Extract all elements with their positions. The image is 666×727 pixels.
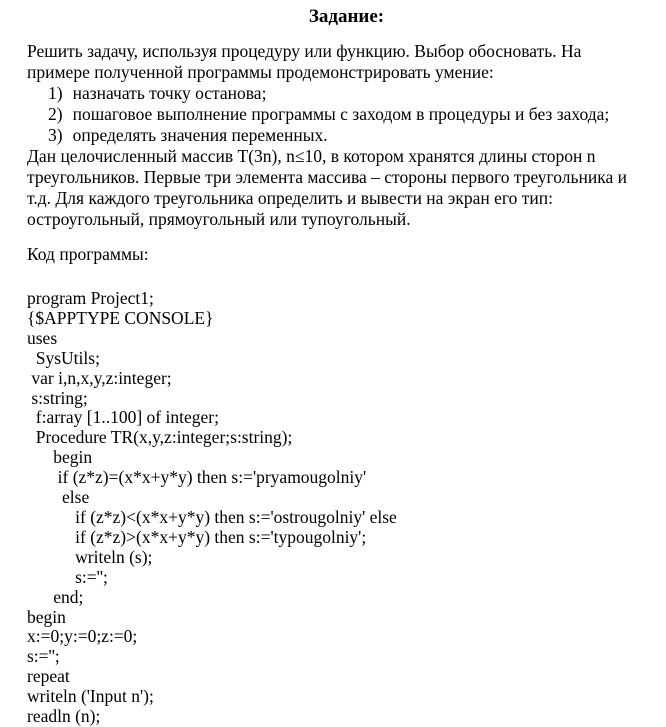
code-line: x:=0;y:=0;z:=0; — [27, 626, 138, 647]
list-item-number: 3) — [48, 125, 63, 145]
code-line: {$APPTYPE CONSOLE} — [27, 307, 214, 328]
code-line: begin — [27, 606, 66, 627]
list-item-number: 2) — [48, 104, 63, 124]
code-line: writeln ('Input n'); — [27, 686, 154, 707]
spacer — [27, 265, 658, 289]
code-line: readln (n); — [27, 706, 101, 727]
code-line: if (z*z)=(x*x+y*y) then s:='pryamougolniy' — [27, 467, 367, 488]
code-line: uses — [27, 327, 58, 348]
spacer — [27, 230, 658, 244]
list-item-text: пошаговое выполнение программы с заходом в процедуры и без захода; — [72, 104, 610, 124]
code-line: f:array [1..100] of integer; — [27, 407, 219, 428]
code-line: s:=''; — [27, 566, 108, 587]
list-item-number: 1) — [48, 83, 63, 103]
task-line: Дан целочисленный массив T(3n), n≤10, в котором хранятся длины сторон n — [27, 146, 596, 166]
pascal-code-block — [27, 289, 658, 727]
intro-line: примере полученной программы продемонстрировать умение: — [27, 62, 494, 82]
code-line: if (z*z)>(x*x+y*y) then s:='typougolniy'; — [27, 526, 367, 547]
task-line: остроугольный, прямоугольный или тупоугольный. — [27, 209, 411, 229]
code-line: writeln (s); — [27, 546, 153, 567]
code-line: program Project1; — [27, 288, 154, 308]
code-line: var i,n,x,y,z:integer; — [27, 367, 172, 388]
code-line: else — [27, 487, 90, 508]
list-item-text: определять значения переменных. — [72, 125, 328, 145]
task-line: треугольников. Первые три элемента массива – стороны первого треугольника и — [27, 167, 627, 187]
code-line: begin — [27, 447, 93, 468]
list-item — [27, 104, 658, 125]
list-item-text: назначать точку останова; — [72, 83, 267, 103]
document-body — [0, 41, 666, 727]
code-line: if (z*z)<(x*x+y*y) then s:='ostrougolniy' else — [27, 506, 397, 527]
code-section-label: Код программы: — [27, 244, 149, 264]
page-title: Задание: — [308, 6, 385, 27]
code-line: repeat — [27, 666, 70, 687]
code-line: s:=''; — [27, 646, 60, 667]
code-line: SysUtils; — [27, 347, 100, 368]
document-page — [0, 5, 666, 727]
task-line: т.д. Для каждого треугольника определить и вывести на экран его тип: — [27, 188, 553, 208]
list-item — [27, 125, 658, 146]
intro-line: Решить задачу, используя процедуру или функцию. Выбор обосновать. На — [27, 41, 582, 61]
list-item — [27, 83, 658, 104]
code-line: Procedure TR(x,y,z:integer;s:string); — [27, 427, 293, 448]
code-line: s:string; — [27, 387, 88, 408]
code-line: end; — [27, 586, 84, 607]
